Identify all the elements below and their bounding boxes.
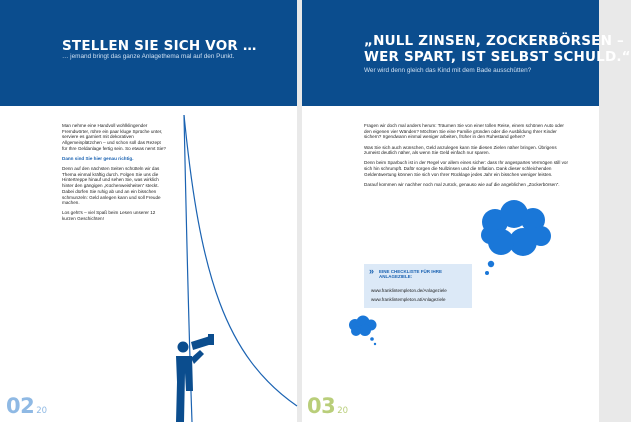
view-curve [184,115,297,406]
left-paragraph-4: Los geht's – viel Spaß beim Lesen unserer 12 kurzen Geschichten! [62,210,156,222]
right-paragraph-4: Darauf kommen wir nachher noch mal zurück, genauso wie auf die angeblichen „Zockerbörsen“. [364,181,560,187]
left-header-banner [0,0,297,106]
checklist-box [364,264,472,308]
right-subheadline: Wer wird denn gleich das Kind mit dem Bade ausschütten? [364,67,532,74]
right-paragraph-2: Was Sie sich auch wünschen, Geld anzulegen kann Sie diesen Zielen näher bringen. Übrigens zumeist deutlich näher, als wenn Sie Geld einfach nur sparen. [364,144,557,156]
left-page-total: 20 [36,406,48,416]
right-headline-line-1: „NULL ZINSEN, ZOCKERBÖRSEN – [364,33,624,49]
checklist-title: EINE CHECKLISTE FÜR IHRE ANLAGEZIELE: [379,269,443,280]
right-page-number-value: 03 [307,394,336,418]
left-paragraph-2: Dann sind Sie hier genau richtig. [62,155,134,161]
person-with-telescope-icon [176,334,214,422]
right-body-text [364,123,569,192]
left-page-number-value: 02 [6,394,35,418]
checklist-link-at[interactable]: www.franklintempleton.at/Anlageziele [371,297,446,302]
checklist-link-de[interactable]: www.franklintempleton.de/Anlageziele [371,288,447,293]
left-paragraph-1: Man nehme eine Handvoll wohlklingender Fremdwörter, rühre ein paar kluge Sprüche unter, serviere es garniert mit dekorativen Allgemeinplätzchen – und schon soll das Rezept für Ihre Geldanlage fertig sein. So etwas nervt Sie? [62,123,166,151]
right-headline-line-2: WER SPART, IST SELBST SCHULD.“ [364,49,631,65]
double-chevron-icon: » [369,266,375,276]
left-subheadline: … jemand bringt das ganze Anlagethema mal auf den Punkt. [62,53,235,60]
left-page [0,0,297,422]
right-page [302,0,631,422]
right-page-total: 20 [337,406,349,416]
telescope-illustration [0,106,297,422]
right-page-number [307,394,348,418]
right-header-banner [302,0,631,106]
left-paragraph-3: Denn auf den nächsten Seiten schütteln wir das Thema einmal kräftig durch. Folgen Sie uns die Hintertreppe hinauf und sehen Sie, was wirklich hinter den gängigen „Küchenweisheiten“ steckt. Dabei dürfen Sie ruhig ab und an ein bisschen schmunzeln: Geld anlegen kann und soll Freude machen. [62,166,161,206]
thought-cloud-small-icon [346,314,380,348]
thought-cloud-large-icon [477,200,557,282]
right-paragraph-1: Fragen wir doch mal anders herum: Träumen Sie von einer tollen Reise, einem schönen Auto oder den eigenen vier Wänden? Möchten Sie eine Familie gründen oder die Ausbildung Ihrer Kinder sichern? Irgendwann einmal weniger arbeiten, früher in den Ruhestand gehen? [364,123,564,140]
right-paragraph-3: Denn beim Sparbuch ist in der Regel vor allem eines sicher: dass Ihr angespartes Vermögen still vor sich hin schrumpft. Daför sorgen die Nullzinsen und die Inflation. Dank dieser schleichenden Geldentwertung können Sie sich von Ihrer Rücklage jedes Jahr ein bisschen weniger leisten. [364,160,569,177]
left-page-number [6,394,47,418]
left-headline: STELLEN SIE SICH VOR … [62,38,257,54]
